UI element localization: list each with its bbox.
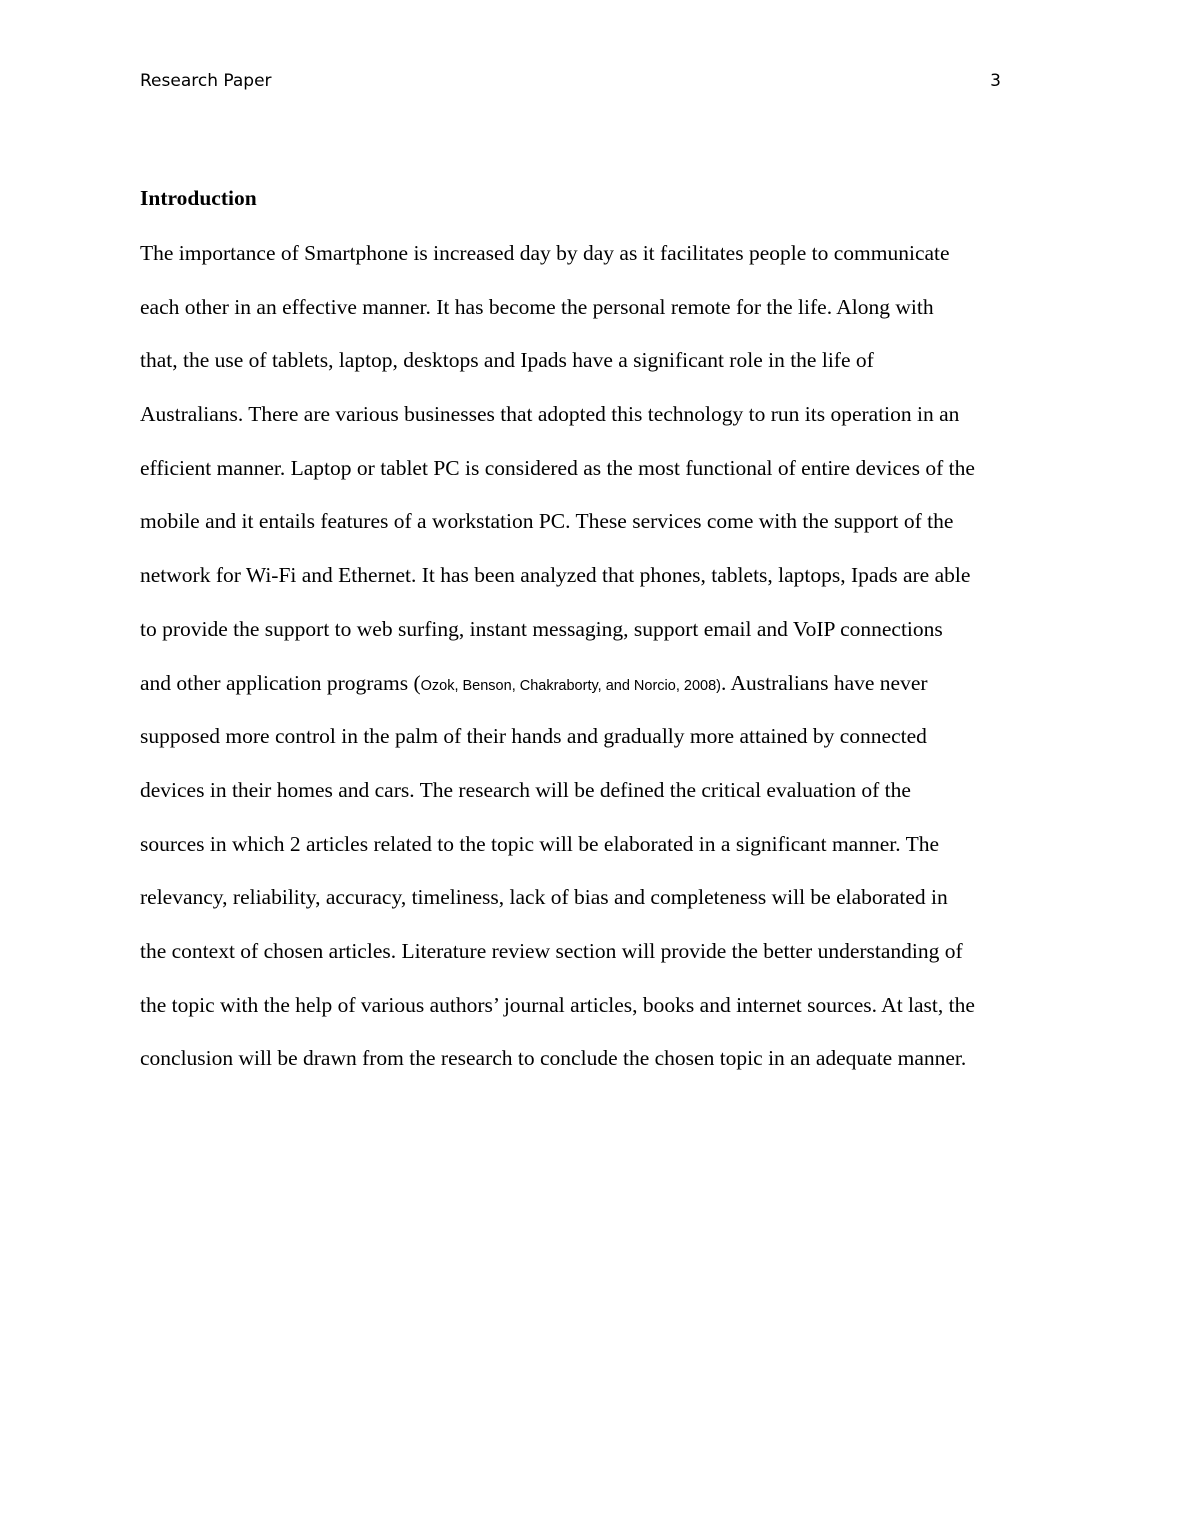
citation-lead-text: and other application programs (: [140, 670, 421, 695]
paragraph-line: each other in an effective manner. It has become the personal remote for the life. Along with: [140, 294, 934, 319]
paragraph-line: supposed more control in the palm of their hands and gradually more attained by connected: [140, 724, 927, 749]
paragraph-line: that, the use of tablets, laptop, desktops and Ipads have a significant role in the life of: [140, 348, 874, 373]
paragraph-line: relevancy, reliability, accuracy, timeliness, lack of bias and completeness will be elaborated in: [140, 885, 948, 910]
paragraph-line: The importance of Smartphone is increased day by day as it facilitates people to communicate: [140, 241, 950, 265]
paragraph-line: sources in which 2 articles related to the topic will be elaborated in a significant manner. The: [140, 831, 940, 856]
paragraph-line: conclusion will be drawn from the research to conclude the chosen topic in an adequate manner.: [140, 1046, 967, 1071]
paragraph-line: the topic with the help of various authors’ journal articles, books and internet sources. At last, the: [140, 992, 975, 1017]
section-heading: Introduction: [140, 186, 257, 210]
page-number: 3: [990, 71, 1001, 91]
citation-trail-text: . Australians have never: [720, 670, 928, 695]
paragraph-line: devices in their homes and cars. The research will be defined the critical evaluation of the: [140, 777, 911, 802]
paragraph-line: mobile and it entails features of a workstation PC. These services come with the support of the: [140, 509, 954, 534]
paragraph-line: Australians. There are various businesses that adopted this technology to run its operation in an: [140, 402, 960, 427]
paragraph-line-with-citation: [140, 657, 1060, 711]
body-paragraph: [140, 227, 1060, 1086]
page-header: [140, 71, 1001, 97]
paragraph-line: to provide the support to web surfing, instant messaging, support email and VoIP connections: [140, 616, 943, 641]
running-head: Research Paper: [140, 71, 272, 91]
in-text-citation: Ozok, Benson, Chakraborty, and Norcio, 2008): [420, 677, 721, 694]
paragraph-line: network for Wi-Fi and Ethernet. It has been analyzed that phones, tablets, laptops, Ipads are able: [140, 563, 971, 588]
paragraph-line: efficient manner. Laptop or tablet PC is considered as the most functional of entire devices of the: [140, 455, 975, 480]
paragraph-line: the context of chosen articles. Literature review section will provide the better understanding of: [140, 938, 963, 963]
